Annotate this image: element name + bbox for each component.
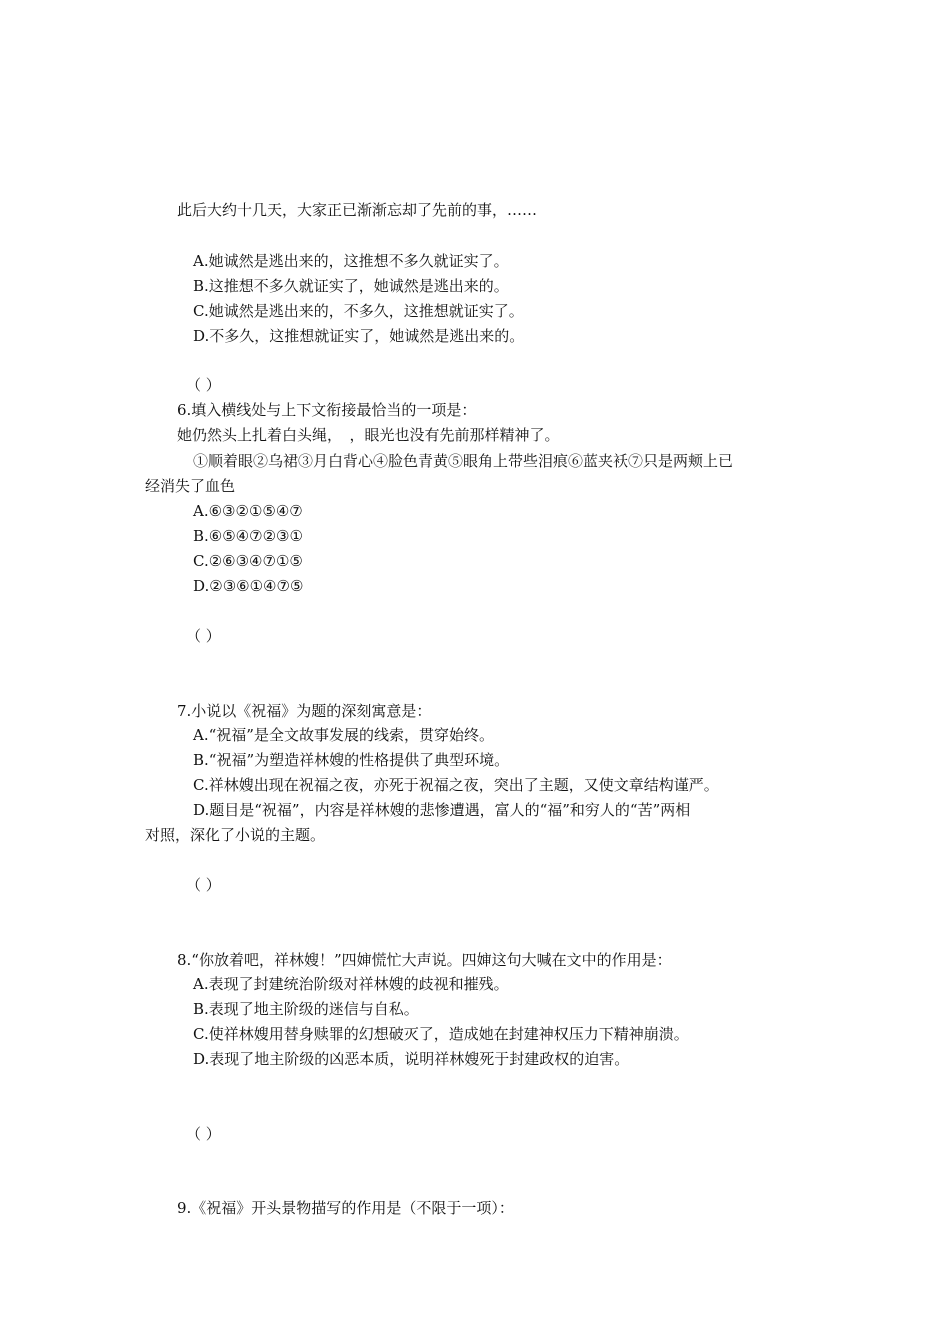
q9-stem: 9.《祝福》开头景物描写的作用是（不限于一项）：	[177, 1199, 514, 1217]
q6-items-line2: 经消失了血色	[145, 477, 236, 495]
q6-option-c: C.②⑥③④⑦①⑤	[193, 552, 303, 570]
q7-option-b: B.“祝福”为塑造祥林嫂的性格提供了典型环境。	[193, 751, 510, 769]
q6-option-a: A.⑥③②①⑤④⑦	[193, 502, 303, 520]
q8-answer-bracket: （ ）	[186, 1125, 221, 1143]
q6-answer-bracket: （ ）	[186, 627, 221, 645]
q8-option-b: B.表现了地主阶级的迷信与自私。	[193, 1000, 419, 1018]
q7-option-d-line2: 对照，深化了小说的主题。	[145, 826, 326, 844]
q7-answer-bracket: （ ）	[186, 876, 221, 894]
intro-text: 此后大约十几天，大家正已渐渐忘却了先前的事，……	[177, 201, 538, 219]
q7-option-d-line1: D.题目是“祝福”，内容是祥林嫂的悲惨遭遇，富人的“福”和穷人的“苦”两相	[193, 801, 691, 819]
q5-answer-bracket: （ ）	[186, 376, 221, 394]
q6-items-line1: ①顺着眼②乌裙③月白背心④脸色青黄⑤眼角上带些泪痕⑥蓝夹袄⑦只是两颊上已	[193, 452, 734, 470]
q6-option-b: B.⑥⑤④⑦②③①	[193, 527, 303, 545]
q7-option-c: C.祥林嫂出现在祝福之夜，亦死于祝福之夜，突出了主题，又使文章结构谨严。	[193, 776, 719, 794]
q7-option-a: A.“祝福”是全文故事发展的线索，贯穿始终。	[193, 726, 494, 744]
q5-option-b: B.这推想不多久就证实了，她诚然是逃出来的。	[193, 277, 509, 295]
q8-stem: 8.“你放着吧，祥林嫂！”四婶慌忙大声说。四婶这句大喊在文中的作用是：	[177, 951, 672, 969]
q8-option-d: D.表现了地主阶级的凶恶本质，说明祥林嫂死于封建政权的迫害。	[193, 1050, 630, 1068]
q7-stem: 7.小说以《祝福》为题的深刻寓意是：	[177, 702, 432, 720]
q6-stem: 6.填入横线处与上下文衔接最恰当的一项是：	[177, 401, 477, 419]
q5-option-d: D.不多久，这推想就证实了，她诚然是逃出来的。	[193, 327, 525, 345]
q5-option-a: A.她诚然是逃出来的，这推想不多久就证实了。	[193, 252, 509, 270]
q6-option-d: D.②③⑥①④⑦⑤	[193, 577, 304, 595]
q5-option-c: C.她诚然是逃出来的，不多久，这推想就证实了。	[193, 302, 524, 320]
q6-context: 她仍然头上扎着白头绳， ，眼光也没有先前那样精神了。	[177, 426, 560, 444]
q8-option-c: C.使祥林嫂用替身赎罪的幻想破灭了，造成她在封建神权压力下精神崩溃。	[193, 1025, 689, 1043]
q8-option-a: A.表现了封建统治阶级对祥林嫂的歧视和摧残。	[193, 975, 509, 993]
